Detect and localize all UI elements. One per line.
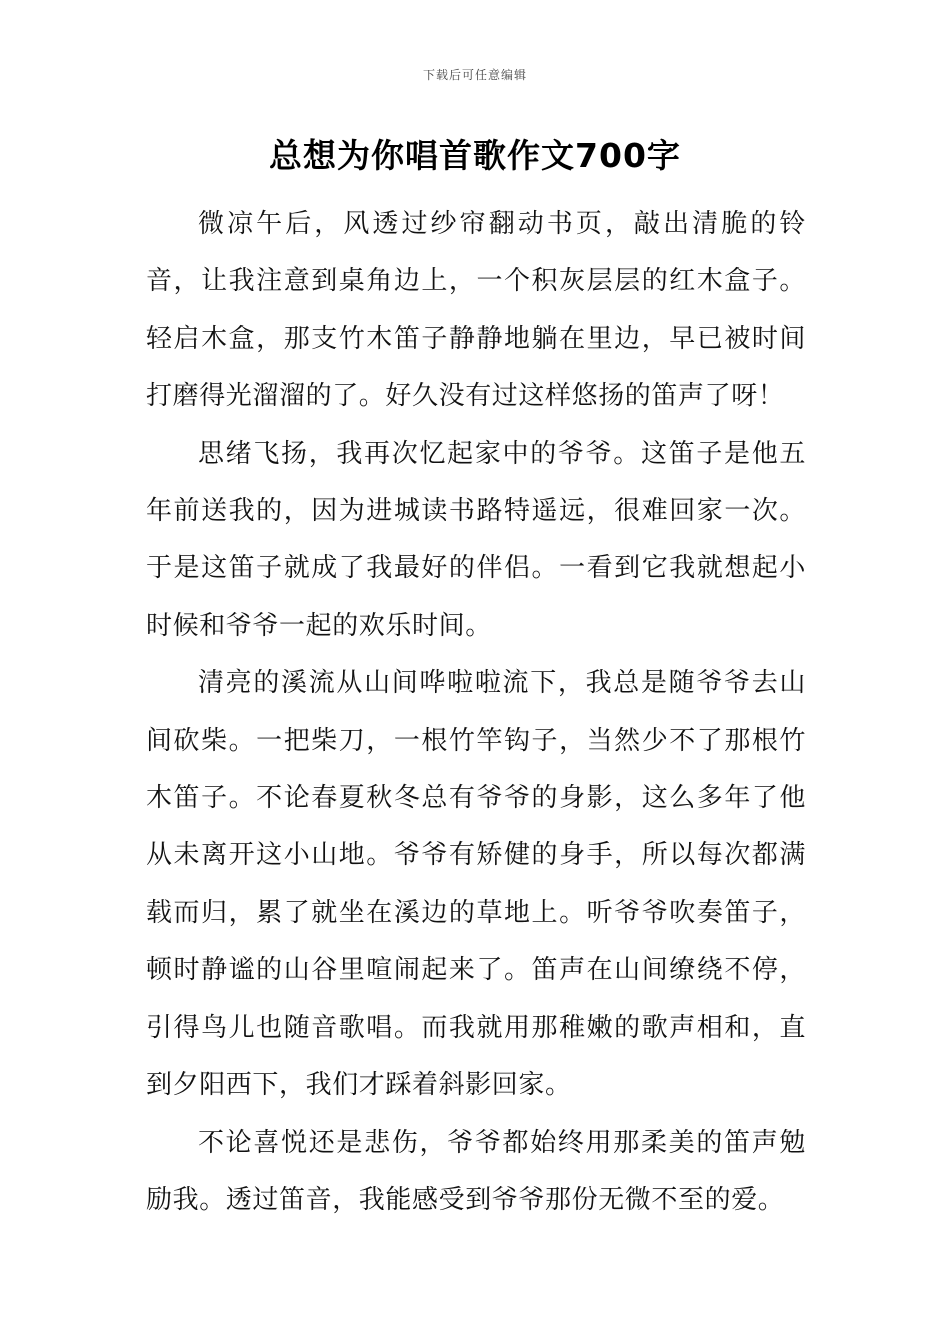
paragraph-2: 思绪飞扬，我再次忆起家中的爷爷。这笛子是他五年前送我的，因为进城读书路特遥远，很难回家一次。于是这笛子就成了我最好的伴侣。一看到它我就想起小时候和爷爷一起的欢乐时间。: [146, 438, 806, 641]
document-title: 总想为你唱首歌作文700字: [269, 136, 681, 175]
paragraph-1: 微凉午后，风透过纱帘翻动书页，敲出清脆的铃音，让我注意到桌角边上，一个积灰层层的红木盒子。轻启木盒，那支竹木笛子静静地躺在里边，早已被时间打磨得光溜溜的了。好久没有过这样悠扬的笛声了呀！: [146, 209, 806, 412]
paragraph-3: 清亮的溪流从山间哗啦啦流下，我总是随爷爷去山间砍柴。一把柴刀，一根竹竿钩子，当然少不了那根竹木笛子。不论春夏秋冬总有爷爷的身影，这么多年了他从未离开这小山地。爷爷有矫健的身手，所以每次都满载而归，累了就坐在溪边的草地上。听爷爷吹奏笛子，顿时静谧的山谷里喧闹起来了。笛声在山间缭绕不停，引得鸟儿也随音歌唱。而我就用那稚嫩的歌声相和，直到夕阳西下，我们才踩着斜影回家。: [146, 668, 806, 1101]
paragraph-4: 不论喜悦还是悲伤，爷爷都始终用那柔美的笛声勉励我。透过笛音，我能感受到爷爷那份无微不至的爱。: [146, 1127, 806, 1215]
document-body: [146, 196, 806, 1229]
header-note: 下载后可任意编辑: [422, 68, 527, 82]
